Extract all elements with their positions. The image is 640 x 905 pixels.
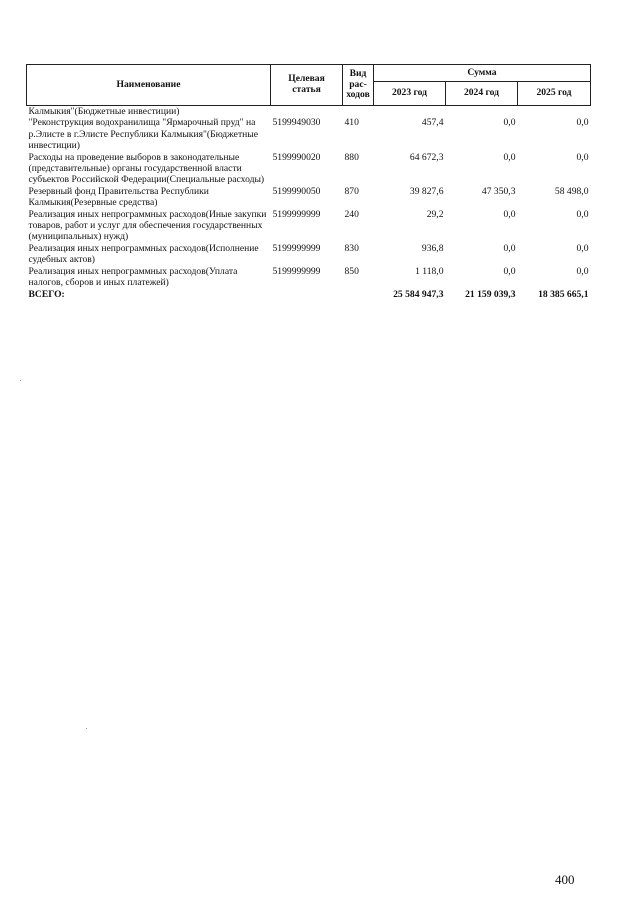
row-name: "Реконструкция водохранилища "Ярмарочный пруд" на р.Элисте в г.Элисте Республики Калмыкия"(Бюджетные инвестиции) — [28, 117, 258, 152]
table-row — [27, 106, 591, 118]
row-code — [271, 106, 343, 118]
header-kind: Вид рас-ходов — [343, 65, 374, 106]
total-2023: 25 584 947,3 — [393, 288, 444, 300]
total-row — [27, 289, 591, 300]
row-2025 — [518, 106, 591, 118]
row-code: 5199999999 — [272, 242, 321, 254]
row-name: Калмыкия"(Бюджетные инвестиции) — [28, 106, 180, 117]
row-2025: 58 498,0 — [554, 185, 589, 197]
row-kind: 240 — [344, 208, 359, 220]
total-2024: 21 159 039,3 — [465, 288, 516, 300]
row-2023: 457,4 — [421, 117, 444, 129]
row-kind: 410 — [344, 117, 359, 129]
table-body — [27, 106, 591, 300]
row-code: 5199949030 — [272, 117, 321, 129]
row-2024: 0,0 — [503, 265, 516, 277]
row-kind: 880 — [344, 151, 359, 163]
row-2024: 0,0 — [503, 117, 516, 129]
scan-speck — [86, 728, 87, 729]
header-name: Наименование — [27, 65, 271, 106]
row-2025: 0,0 — [576, 265, 589, 277]
table-row — [27, 186, 591, 209]
table-header — [27, 65, 591, 106]
budget-table-section — [26, 64, 590, 300]
row-code: 5199990020 — [272, 151, 321, 163]
row-2024: 0,0 — [503, 208, 516, 220]
row-name: Реализация иных непрограммных расходов(Уплата налогов, сборов и иных платежей) — [28, 265, 238, 289]
row-kind: 870 — [344, 185, 359, 197]
page-number: 400 — [555, 872, 575, 887]
row-2025: 0,0 — [576, 242, 589, 254]
total-2025: 18 385 665,1 — [538, 288, 589, 300]
table-row — [27, 209, 591, 243]
row-code: 5199999999 — [272, 265, 321, 277]
header-sum: Сумма — [374, 65, 591, 82]
total-empty-code — [271, 289, 343, 300]
row-name: Реализация иных непрограммных расходов(Иные закупки товаров, работ и услуг для обеспечения государственных (муниципальных) нужд) — [28, 208, 267, 243]
row-2024: 0,0 — [503, 151, 516, 163]
row-2024: 47 350,3 — [481, 185, 516, 197]
header-year-2025: 2025 год — [518, 82, 591, 106]
header-year-2024: 2024 год — [446, 82, 518, 106]
row-2023: 1 118,0 — [415, 265, 444, 277]
row-name: Расходы на проведение выборов в законодательные (представительные) органы государственной власти субъектов Российской Федерации(Специальные расходы) — [28, 151, 265, 186]
total-label: ВСЕГО: — [28, 288, 65, 300]
row-2024 — [446, 106, 518, 118]
scan-speck — [20, 380, 21, 381]
row-kind: 850 — [344, 265, 359, 277]
table-row — [27, 152, 591, 186]
row-2025: 0,0 — [576, 117, 589, 129]
row-2023: 936,8 — [421, 242, 444, 254]
row-2024: 0,0 — [503, 242, 516, 254]
table-row — [27, 117, 591, 151]
row-code: 5199990050 — [272, 185, 321, 197]
row-name: Резервный фонд Правительства Республики Калмыкия(Резервные средства) — [28, 185, 209, 209]
row-2023: 39 827,6 — [409, 185, 444, 197]
table-row — [27, 243, 591, 266]
row-2023: 29,2 — [426, 208, 444, 220]
row-2025: 0,0 — [576, 208, 589, 220]
budget-table — [26, 64, 591, 300]
row-kind — [343, 106, 374, 118]
row-2023 — [374, 106, 446, 118]
table-row — [27, 266, 591, 289]
header-year-2023: 2023 год — [374, 82, 446, 106]
total-empty-kind — [343, 289, 374, 300]
header-target: Целевая статья — [271, 65, 343, 106]
row-name: Реализация иных непрограммных расходов(Исполнение судебных актов) — [28, 242, 259, 266]
row-2025: 0,0 — [576, 151, 589, 163]
row-kind: 830 — [344, 242, 359, 254]
row-2023: 64 672,3 — [409, 151, 444, 163]
row-code: 5199999999 — [272, 208, 321, 220]
